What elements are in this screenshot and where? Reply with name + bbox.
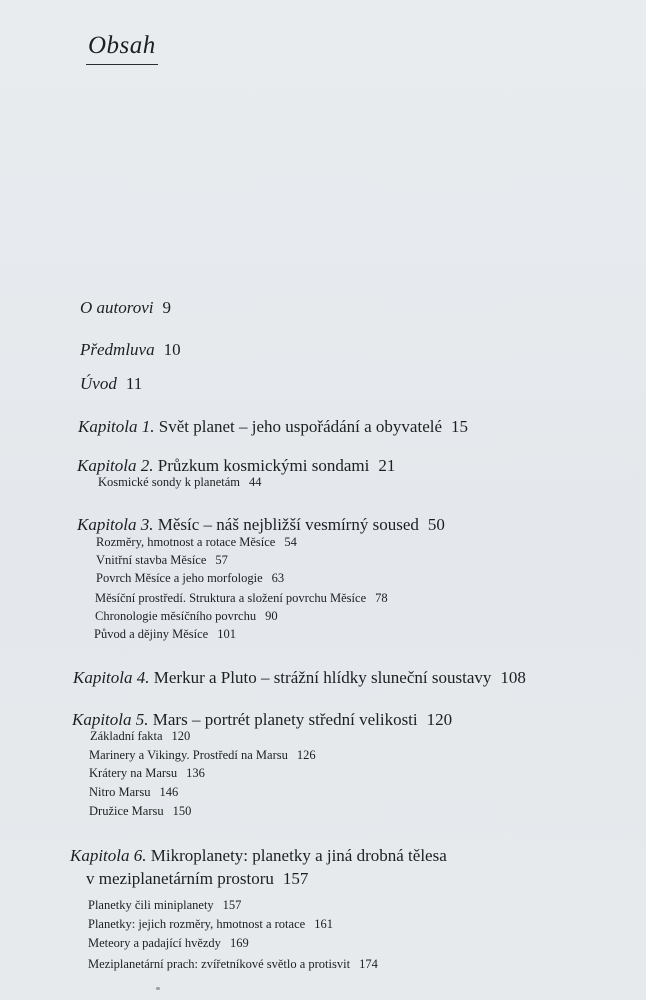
- section-title: Krátery na Marsu: [89, 766, 178, 780]
- toc-section: [96, 535, 297, 550]
- toc-section: [89, 785, 178, 800]
- toc-chapter-6-continuation: [86, 869, 308, 889]
- section-title: Kosmické sondy k planetám: [98, 475, 240, 489]
- toc-section: [88, 957, 378, 972]
- section-title: Planetky: jejich rozměry, hmotnost a rotace: [88, 917, 306, 931]
- toc-page-number: 11: [125, 374, 143, 393]
- toc-section: [95, 609, 278, 624]
- section-title: Planetky čili miniplanety: [88, 898, 214, 912]
- toc-section: [89, 748, 316, 763]
- section-title: Meziplanetární prach: zvířetníkové světlo a protisvit: [88, 957, 351, 971]
- toc-page-number: 57: [215, 553, 228, 567]
- section-title: Meteory a padající hvězdy: [88, 936, 221, 950]
- chapter-label: Kapitola 6.: [70, 846, 147, 865]
- toc-chapter-4: [73, 668, 526, 688]
- toc-page-number: 44: [249, 475, 262, 489]
- section-title: Měsíční prostředí. Struktura a složení povrchu Měsíce: [95, 591, 367, 605]
- print-speck: [156, 987, 160, 990]
- toc-section: [94, 627, 236, 642]
- title-underline: [86, 64, 158, 65]
- toc-page-number: 90: [265, 609, 278, 623]
- toc-page-number: 54: [284, 535, 297, 549]
- toc-page-number: 174: [359, 957, 378, 971]
- toc-page-number: 150: [172, 804, 192, 818]
- toc-page-number: 157: [282, 869, 309, 888]
- section-title: Marinery a Vikingy. Prostředí na Marsu: [89, 748, 288, 762]
- section-title: Povrch Měsíce a jeho morfologie: [96, 571, 263, 585]
- chapter-label: Kapitola 4.: [73, 668, 150, 687]
- toc-chapter-1: [78, 417, 468, 437]
- toc-page-number: 108: [500, 668, 526, 687]
- toc-chapter-2: [77, 456, 395, 476]
- toc-section: [89, 766, 205, 781]
- chapter-title: Merkur a Pluto – strážní hlídky sluneční soustavy: [153, 668, 492, 687]
- toc-section: [96, 553, 228, 568]
- toc-entry-predmluva: [80, 340, 181, 360]
- toc-page-number: 161: [314, 917, 333, 931]
- toc-section: [90, 729, 190, 744]
- toc-page-number: 101: [217, 627, 236, 641]
- chapter-title: Mikroplanety: planetky a jiná drobná tělesa: [150, 846, 447, 865]
- chapter-label: Kapitola 5.: [72, 710, 149, 729]
- toc-entry-label: Předmluva: [80, 340, 155, 359]
- section-title: Družice Marsu: [89, 804, 164, 818]
- chapter-title: Svět planet – jeho uspořádání a obyvatelé: [158, 417, 443, 436]
- toc-entry-label: Úvod: [80, 374, 117, 393]
- toc-page-number: 157: [222, 898, 242, 912]
- chapter-label: Kapitola 3.: [77, 515, 154, 534]
- toc-page-number: 120: [426, 710, 453, 729]
- toc-section: [88, 917, 333, 932]
- section-title: Základní fakta: [90, 729, 163, 743]
- toc-section: [96, 571, 284, 586]
- chapter-label: Kapitola 1.: [78, 417, 155, 436]
- toc-page-number: 169: [229, 936, 249, 950]
- section-title: Rozměry, hmotnost a rotace Měsíce: [96, 535, 276, 549]
- toc-page-number: 10: [163, 340, 181, 359]
- toc-page-number: 63: [271, 571, 285, 585]
- chapter-title: Mars – portrét planety střední velikosti: [152, 710, 418, 729]
- toc-page-number: 126: [296, 748, 316, 762]
- section-title: Nitro Marsu: [89, 785, 151, 799]
- toc-chapter-5: [72, 710, 452, 730]
- toc-entry-uvod: [80, 374, 142, 394]
- toc-section: [98, 475, 262, 490]
- toc-section: [88, 898, 241, 913]
- toc-page-number: 50: [427, 515, 445, 534]
- toc-page-number: 21: [378, 456, 396, 475]
- page-title: Obsah: [88, 32, 156, 59]
- section-title: Původ a dějiny Měsíce: [94, 627, 209, 641]
- toc-page-number: 15: [451, 417, 469, 436]
- toc-entry-label: O autorovi: [80, 298, 154, 317]
- toc-page-number: 146: [159, 785, 179, 799]
- toc-page-number: 9: [162, 298, 172, 317]
- toc-section: [88, 936, 249, 951]
- toc-page-number: 120: [171, 729, 191, 743]
- section-title: Chronologie měsíčního povrchu: [95, 609, 257, 623]
- chapter-label: Kapitola 2.: [77, 456, 154, 475]
- toc-chapter-6: [70, 846, 447, 866]
- toc-page-number: 78: [375, 591, 388, 605]
- chapter-title-line2: v meziplanetárním prostoru: [86, 869, 274, 888]
- chapter-title: Průzkum kosmickými sondami: [157, 456, 370, 475]
- section-title: Vnitřní stavba Měsíce: [96, 553, 207, 567]
- toc-entry-o-autorovi: [80, 298, 171, 318]
- toc-section: [95, 591, 388, 606]
- toc-section: [89, 804, 191, 819]
- toc-page-number: 136: [186, 766, 205, 780]
- toc-chapter-3: [77, 515, 445, 535]
- chapter-title: Měsíc – náš nejbližší vesmírný soused: [157, 515, 419, 534]
